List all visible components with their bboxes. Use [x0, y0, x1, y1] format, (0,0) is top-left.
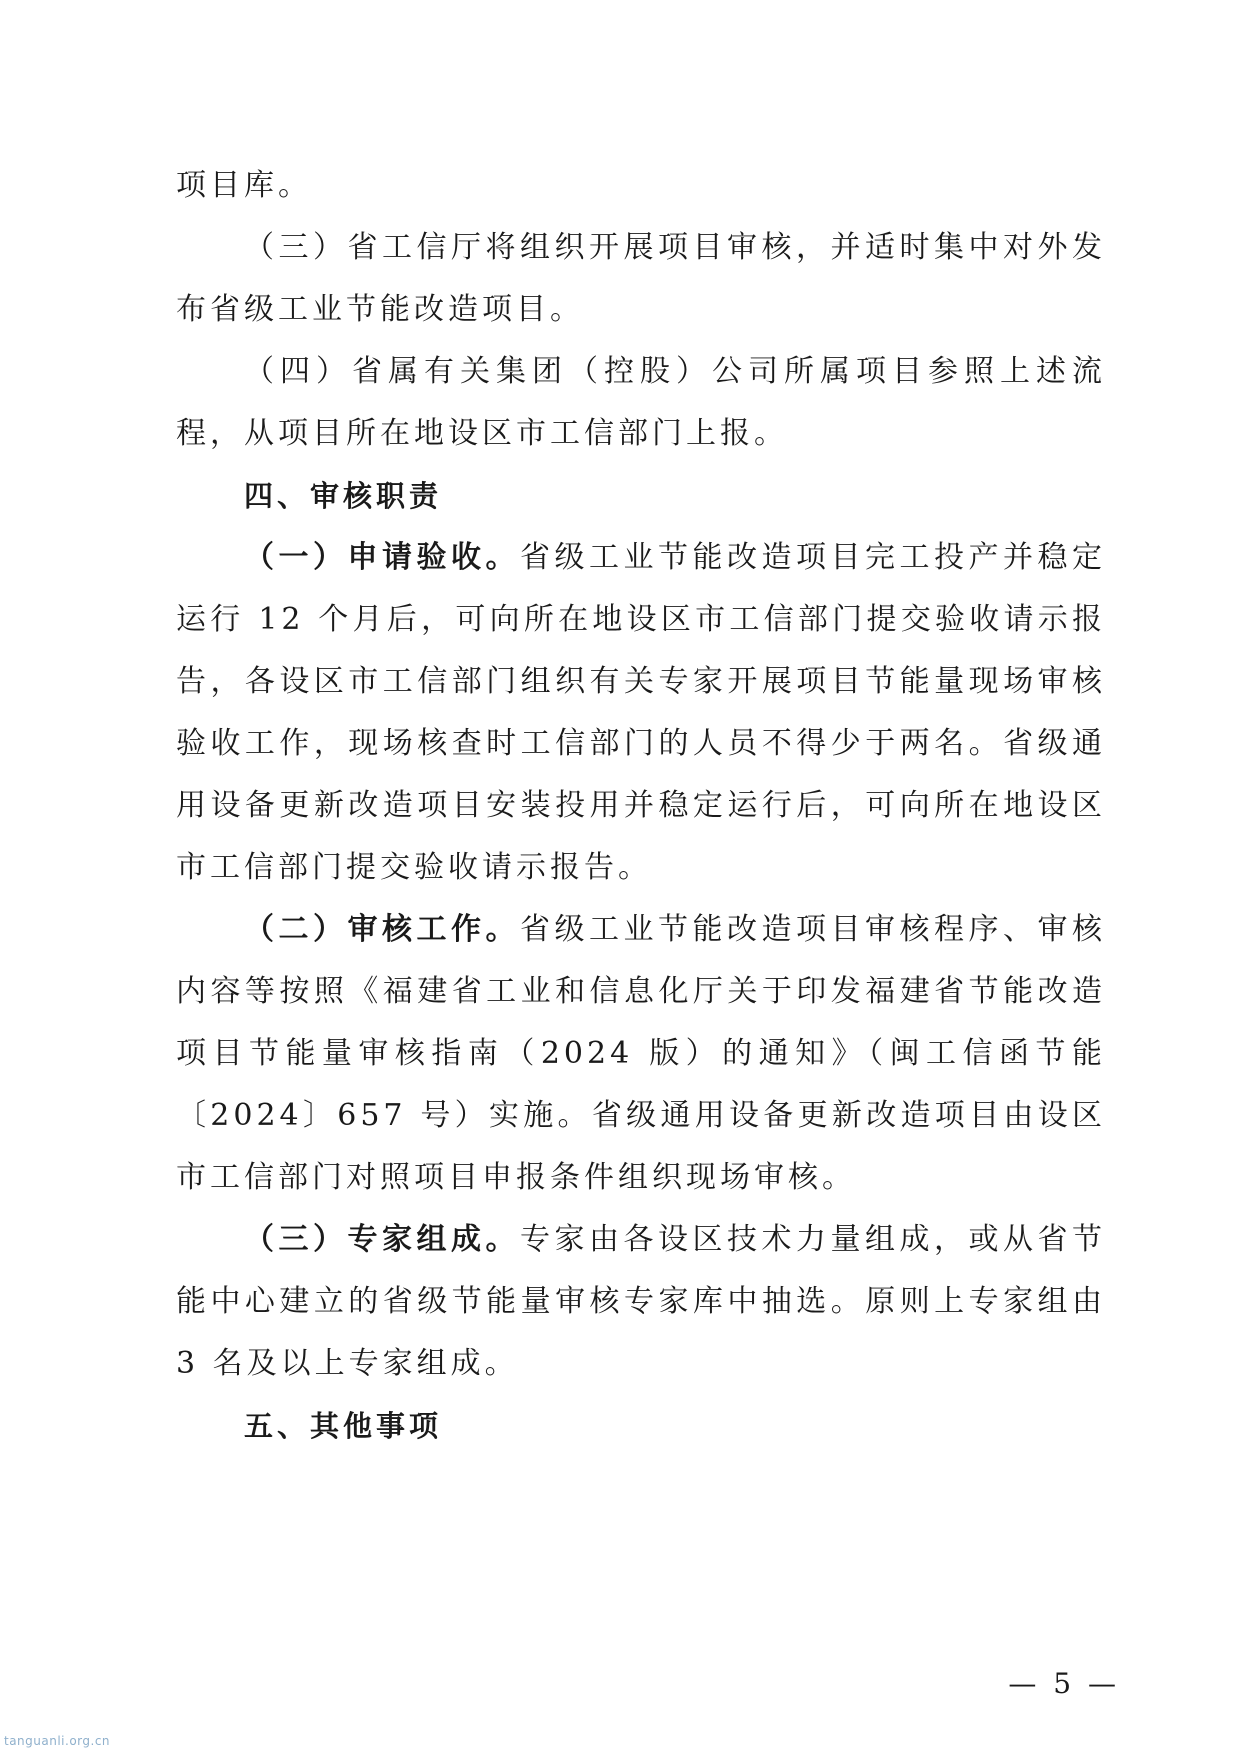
paragraph-body-apply-acceptance: 省级工业节能改造项目完工投产并稳定运行 12 个月后，可向所在地设区市工信部门提交验收请示报告，各设区市工信部门组织有关专家开展项目节能量现场审核验收工作，现场核查时工信部门的人员不得少于两名。省级通用设备更新改造项目安装投用并稳定运行后，可向所在地设区市工信部门提交验收请示报告。 — [176, 540, 1106, 885]
paragraph-lead-review-work: （二）审核工作。 — [244, 912, 520, 947]
document-body — [176, 155, 1106, 1457]
paragraph-lead-expert-composition: （三）专家组成。 — [244, 1222, 520, 1257]
paragraph-lead-apply-acceptance: （一）申请验收。 — [244, 540, 520, 575]
paragraph-body-expert-composition: 专家由各设区技术力量组成，或从省节能中心建立的省级节能量审核专家库中抽选。原则上专家组由 3 名及以上专家组成。 — [176, 1222, 1106, 1381]
page-number: — 5 — — [1008, 1667, 1120, 1700]
paragraph-item-3: （三）省工信厅将组织开展项目审核，并适时集中对外发布省级工业节能改造项目。 — [176, 230, 1106, 327]
paragraph-continuation: 项目库。 — [176, 168, 312, 203]
paragraph-apply-acceptance — [176, 527, 1106, 899]
paragraph-body-review-work: 省级工业节能改造项目审核程序、审核内容等按照《福建省工业和信息化厅关于印发福建省节能改造项目节能量审核指南（2024 版）的通知》（闽工信函节能〔2024〕657 号）实施。省级通用设备更新改造项目由设区市工信部门对照项目申报条件组织现场审核。 — [176, 912, 1106, 1195]
paragraph-item-4: （四）省属有关集团（控股）公司所属项目参照上述流程，从项目所在地设区市工信部门上报。 — [176, 354, 1106, 451]
section-heading-5: 五、其他事项 — [244, 1409, 443, 1443]
section-heading-4: 四、审核职责 — [244, 479, 443, 513]
paragraph-review-work — [176, 899, 1106, 1209]
watermark: tanguanli.org.cn — [4, 1734, 111, 1748]
paragraph-expert-composition — [176, 1209, 1106, 1395]
